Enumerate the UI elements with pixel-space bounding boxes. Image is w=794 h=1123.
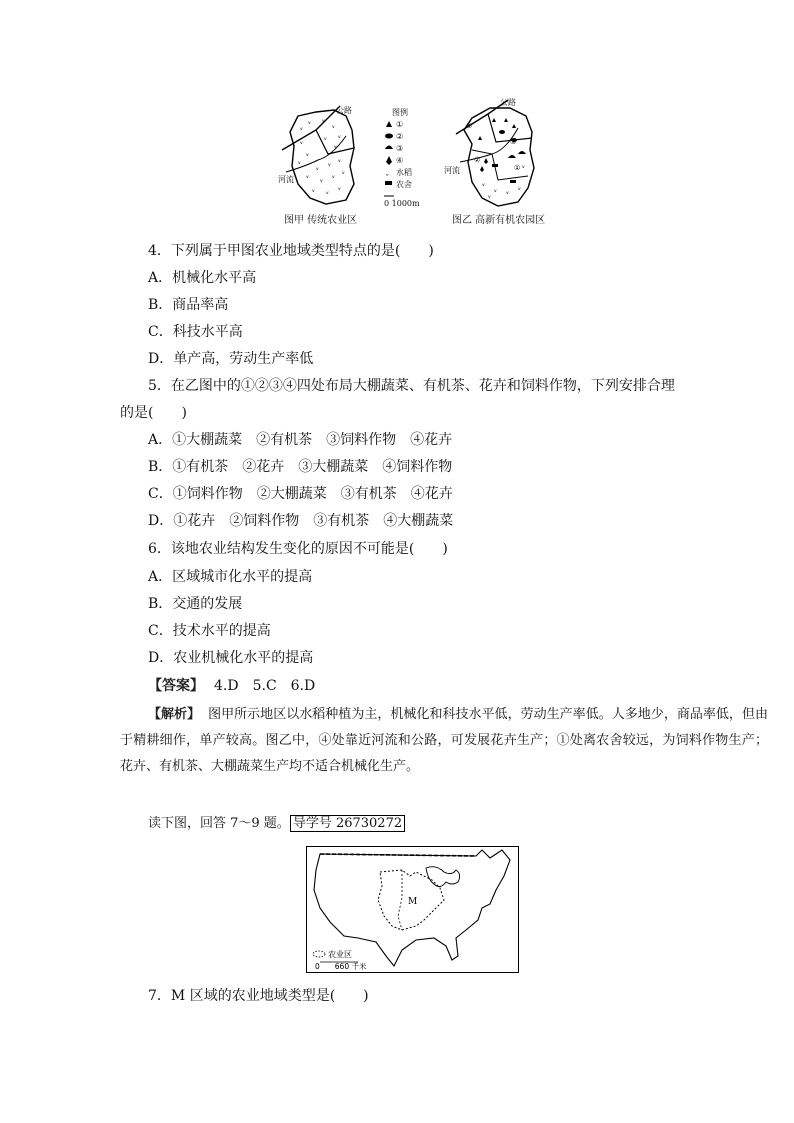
legend-item-rice: 水稻	[396, 168, 412, 177]
q6-option-b: B．交通的发展	[148, 596, 243, 612]
q6-option-d: D．农业机械化水平的提高	[148, 650, 314, 666]
q5-option-d: D．①花卉 ②饲料作物 ③有机茶 ④大棚蔬菜	[148, 513, 454, 529]
svg-text:ᵥ: ᵥ	[306, 172, 309, 180]
svg-text:ᵥ: ᵥ	[494, 186, 497, 194]
legend-item-4: ④	[396, 156, 404, 165]
q7-stem: 7．M 区域的农业地域类型是( )	[148, 988, 369, 1004]
caption-map-right: 图乙 高新有机农园区	[452, 215, 546, 226]
q4-stem: 4．下列属于甲图农业地域类型特点的是( )	[148, 243, 434, 259]
svg-text:ᵥ: ᵥ	[338, 156, 341, 164]
reading-instruction	[148, 815, 405, 833]
q4-option-a: A．机械化水平高	[148, 270, 257, 286]
svg-text:ᵥ: ᵥ	[312, 186, 315, 194]
svg-text:ᵥ: ᵥ	[306, 150, 309, 158]
q5-option-a: A．①大棚蔬菜 ②有机茶 ③饲料作物 ④花卉	[148, 432, 453, 448]
usa-agricultural-map	[306, 846, 519, 973]
svg-text:ᵥ: ᵥ	[506, 188, 509, 196]
legend-title: 图例	[392, 108, 408, 117]
svg-text:ᵥ: ᵥ	[300, 138, 303, 146]
svg-text:ᵥ: ᵥ	[298, 158, 301, 166]
svg-text:ᵥ: ᵥ	[332, 172, 335, 180]
svg-text:ᵥ: ᵥ	[518, 184, 521, 192]
legend-item-2: ②	[396, 132, 404, 141]
svg-text:ᵥ: ᵥ	[386, 170, 389, 178]
q4-option-d: D．单产高，劳动生产率低	[148, 351, 314, 367]
map-label-m: M	[408, 897, 418, 907]
answer-line	[148, 677, 315, 695]
svg-text:ᵥ: ᵥ	[322, 116, 325, 124]
road-label-left: 公路	[336, 106, 352, 115]
svg-text:ᵥ: ᵥ	[300, 124, 303, 132]
svg-text:ᵥ: ᵥ	[338, 184, 341, 192]
svg-text:ᵥ: ᵥ	[334, 142, 337, 150]
map-legend-label: 农业区	[328, 950, 352, 959]
river-label-left: 河流	[278, 175, 294, 184]
svg-text:ᵥ: ᵥ	[332, 122, 335, 130]
svg-text:④: ④	[466, 122, 473, 130]
q6-option-a: A．区域城市化水平的提高	[148, 569, 313, 585]
svg-text:ᵥ: ᵥ	[326, 188, 329, 196]
svg-text:①: ①	[514, 164, 521, 172]
svg-text:ᵥ: ᵥ	[338, 132, 341, 140]
q5-option-c: C．①饲料作物 ②大棚蔬菜 ③有机茶 ④花卉	[148, 486, 453, 502]
map-organic-farm-park	[452, 98, 552, 214]
answer-tag: 【答案】	[148, 678, 204, 694]
svg-text:③: ③	[510, 138, 517, 146]
svg-text:②: ②	[474, 156, 481, 164]
analysis-paragraph	[120, 702, 768, 780]
analysis-text: 图甲所示地区以水稻种植为主，机械化和科技水平低，劳动生产率低。人多地少，商品率低，但由于精耕细作，单产较高。图乙中，④处靠近河流和公路，可发展花卉生产；①处离农舍较远，为饲料作物生产；花卉、有机茶、大棚蔬菜生产均不适合机械化生产。	[120, 707, 768, 774]
road-label-right: 公路	[500, 98, 516, 107]
svg-text:ᵥ: ᵥ	[324, 134, 327, 142]
q6-option-c: C．技术水平的提高	[148, 623, 271, 639]
svg-text:ᵥ: ᵥ	[342, 168, 345, 176]
q5-option-b: B．①有机茶 ②花卉 ③大棚蔬菜 ④饲料作物	[148, 459, 453, 475]
q4-option-b: B．商品率高	[148, 297, 229, 313]
analysis-tag: 【解析】	[148, 707, 201, 722]
answer-text: 4.D 5.C 6.D	[214, 678, 316, 694]
svg-text:ᵥ: ᵥ	[328, 160, 331, 168]
legend-item-1: ①	[396, 120, 404, 129]
legend-item-farmhouse: 农舍	[396, 180, 412, 189]
q6-stem: 6．该地农业结构发生变化的原因不可能是( )	[148, 541, 448, 557]
svg-text:ᵥ: ᵥ	[316, 164, 319, 172]
q5-stem-line2: 的是( )	[120, 405, 187, 421]
guide-number: 导学号 26730272	[290, 815, 405, 832]
q4-option-c: C．科技水平高	[148, 324, 243, 340]
legend-symbols	[383, 118, 395, 200]
legend-item-3: ③	[396, 144, 404, 153]
map-scale-label: 0 660 千米	[315, 962, 367, 971]
map-traditional-farm-area	[276, 100, 376, 212]
svg-text:ᵥ: ᵥ	[308, 118, 311, 126]
svg-text:ᵥ: ᵥ	[522, 162, 525, 170]
reading-text: 读下图，回答 7～9 题。	[148, 816, 290, 831]
svg-text:ᵥ: ᵥ	[320, 176, 323, 184]
svg-text:ᵥ: ᵥ	[482, 180, 485, 188]
river-label-right: 河流	[444, 166, 460, 175]
legend-scale: 0 1000m	[384, 199, 420, 208]
svg-text:ᵥ: ᵥ	[488, 192, 491, 200]
caption-map-left: 图甲 传统农业区	[284, 215, 358, 226]
q5-stem-line1: 5．在乙图中的①②③④四处布局大棚蔬菜、有机茶、花卉和饲料作物，下列安排合理	[148, 378, 675, 394]
